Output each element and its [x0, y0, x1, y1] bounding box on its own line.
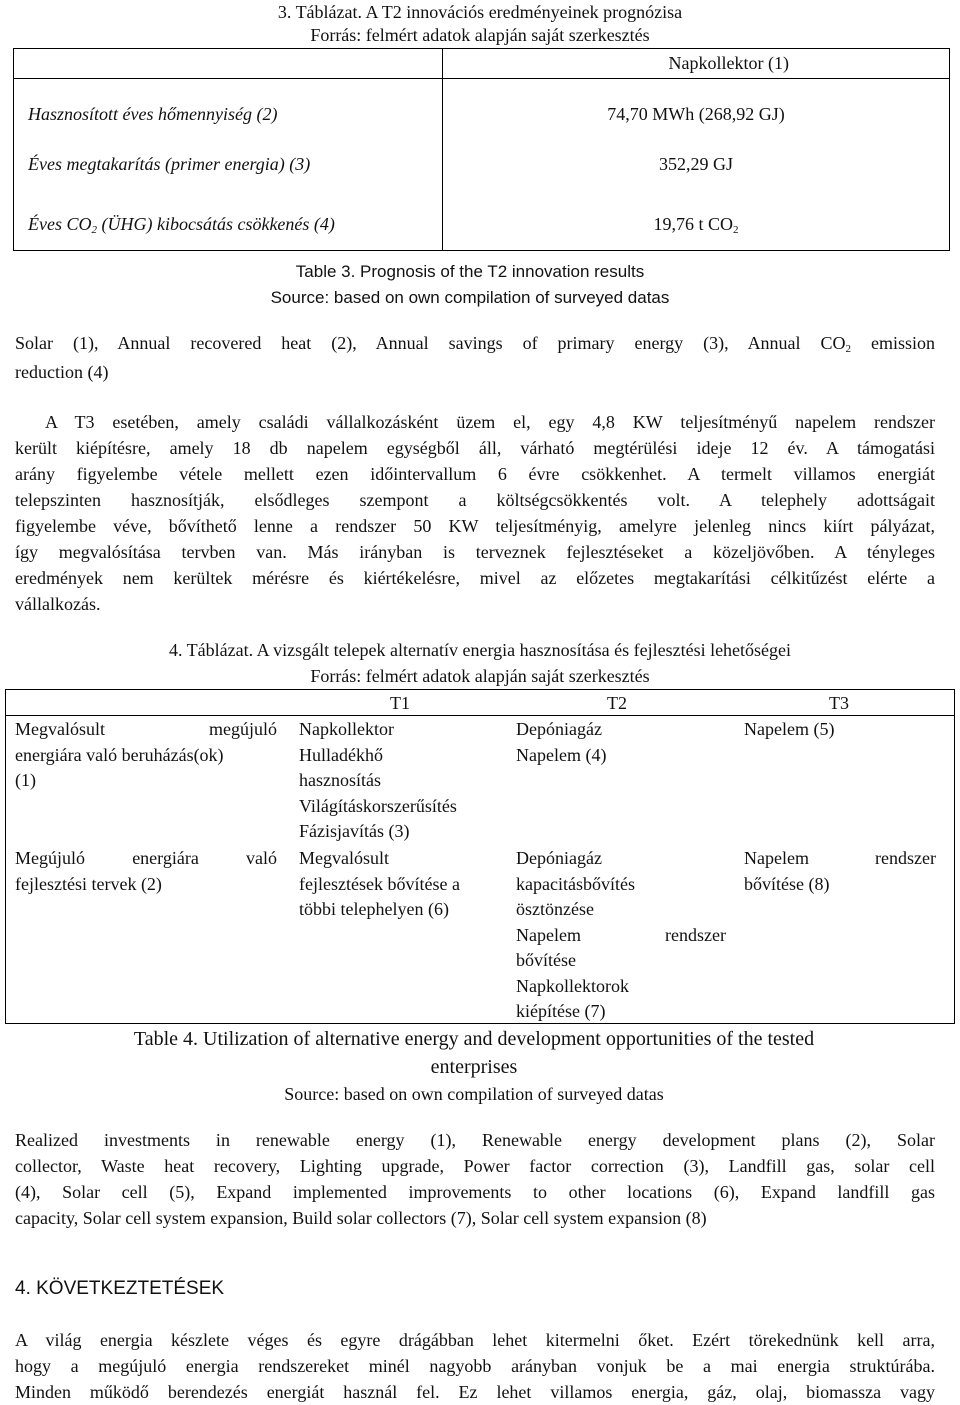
paragraph-line: arány figyelembe vétele mellett ezen időintervallum 6 évre csökkenhet. A termelt villamos energiát: [15, 464, 935, 484]
paragraph-line: került kiépítésre, amely 18 db napelem egységből áll, várható megtérülési ideje 12 év. A támogatási: [15, 438, 935, 458]
table4-row2-t3: Napelem rendszer bővítése (8): [744, 848, 936, 894]
table4-header-t1: T1: [390, 693, 410, 713]
paragraph-line: így megvalósítása tervben van. Más irányban is terveznek fejlesztéseket a közeljövőben. A tényleges: [15, 542, 935, 562]
paragraph-line: telepszinten hasznosítják, elsődleges szempont a költségcsökkentés volt. A telephely adottságait: [15, 490, 935, 510]
table4-header-t2: T2: [607, 693, 627, 713]
table3-row-value: 352,29 GJ: [658, 154, 733, 174]
table3-row-label: Éves megtakarítás (primer energia) (3): [28, 154, 311, 174]
table4-row2-t1: Megvalósult fejlesztések bővítése a többi telephelyen (6): [299, 848, 460, 919]
table4-row1-t3: Napelem (5): [744, 719, 835, 739]
body-paragraph: [15, 409, 935, 617]
paragraph-line: vállalkozás.: [15, 594, 101, 614]
paragraph-line: A világ energia készlete véges és egyre drágábban lehet kitermelni őket. Ezért törekednünk kell arra,: [15, 1330, 935, 1350]
legend-line: collector, Waste heat recovery, Lighting upgrade, Power factor correction (3), Landfill gas, solar cell: [15, 1156, 935, 1176]
table3-caption: 3. Táblázat. A T2 innovációs eredményeinek prognózisa: [277, 2, 683, 22]
table4-source: Forrás: felmért adatok alapján saját szerkesztés: [310, 666, 650, 686]
table4-header-divider: [6, 715, 954, 716]
legend-line: capacity, Solar cell system expansion, Build solar collectors (7), Solar cell system expansion (8): [15, 1208, 707, 1228]
table4: [5, 689, 955, 1024]
legend-line: reduction (4): [15, 362, 109, 382]
table3: [13, 48, 950, 251]
table3-source: Forrás: felmért adatok alapján saját szerkesztés: [310, 25, 650, 45]
table3-row-label: Hasznosított éves hőmennyiség (2): [28, 104, 278, 124]
table3-row-label: Éves $CO_2$ (ÜHG) kibocsátás csökkenés (4): [28, 214, 335, 236]
table3-row-value: 74,70 MWh (268,92 GJ): [607, 104, 785, 124]
table3-header-divider: [14, 78, 949, 79]
table4-caption: 4. Táblázat. A vizsgált telepek alternatív energia hasznosítása és fejlesztési lehetőségei: [168, 640, 792, 660]
table4-en-source: Source: based on own compilation of surveyed datas: [284, 1084, 664, 1104]
table4-row2-label: Megújuló energiára való fejlesztési tervek (2): [15, 848, 277, 894]
paragraph-line: figyelembe véve, bővíthető lenne a rendszer 50 KW teljesítményig, amelyre jelenleg nincs kiírt pályázat,: [15, 516, 935, 536]
table3-en-source: Source: based on own compilation of surveyed datas: [270, 288, 670, 307]
legend-line: Realized investments in renewable energy (1), Renewable energy development plans (2), Solar: [15, 1130, 935, 1150]
section-paragraph: [15, 1327, 935, 1405]
legend-line: Solar (1), Annual recovered heat (2), Annual savings of primary energy (3), Annual $CO_2$ emission: [15, 333, 935, 355]
table4-en-legend: [15, 1127, 935, 1231]
table3-column-header: Napkollektor (1): [668, 53, 789, 73]
table3-en-caption: Table 3. Prognosis of the T2 innovation results: [295, 262, 645, 281]
section-heading: 4. KÖVETKEZTETÉSEK: [15, 1278, 225, 1299]
table3-row-value: 19,76 t $CO_2$: [653, 214, 739, 236]
table4-row2-t2: Depóniagáz kapacitásbővítés ösztönzése Napelem rendszer bővítése Napkollektorok kiépítése (7): [516, 848, 726, 1021]
table4-header-t3: T3: [829, 693, 849, 713]
table4-row1-t2: Depóniagáz Napelem (4): [516, 719, 607, 765]
paragraph-line: hogy a megújuló energia rendszereket minél nagyobb arányban vonjuk be a mai energia struktúrába.: [15, 1356, 935, 1376]
paragraph-line: A T3 esetében, amely családi vállalkozásként üzem el, egy 4,8 KW teljesítményű napelem rendszer: [45, 412, 935, 432]
table4-en-caption: Table 4. Utilization of alternative energy and development opportunities of the tested enterprises: [133, 1028, 815, 1078]
table4-row1-t1: Napkollektor Hulladékhő hasznosítás Világításkorszerűsítés Fázisjavítás (3): [299, 719, 457, 841]
legend-line: (4), Solar cell (5), Expand implemented improvements to other locations (6), Expand landfill gas: [15, 1182, 935, 1202]
paragraph-line: eredmények nem kerültek mérésre és kiértékelésre, mivel az előzetes megtakarítási célkitűzést elérte a: [15, 568, 935, 588]
table4-row1-label: Megvalósult megújuló energiára való beruházás(ok) (1): [15, 719, 277, 790]
table3-en-legend: [15, 330, 935, 385]
paragraph-line: Minden működő berendezés energiát használ fel. Ez lehet villamos energia, gáz, olaj, biomassza vagy: [15, 1382, 935, 1402]
